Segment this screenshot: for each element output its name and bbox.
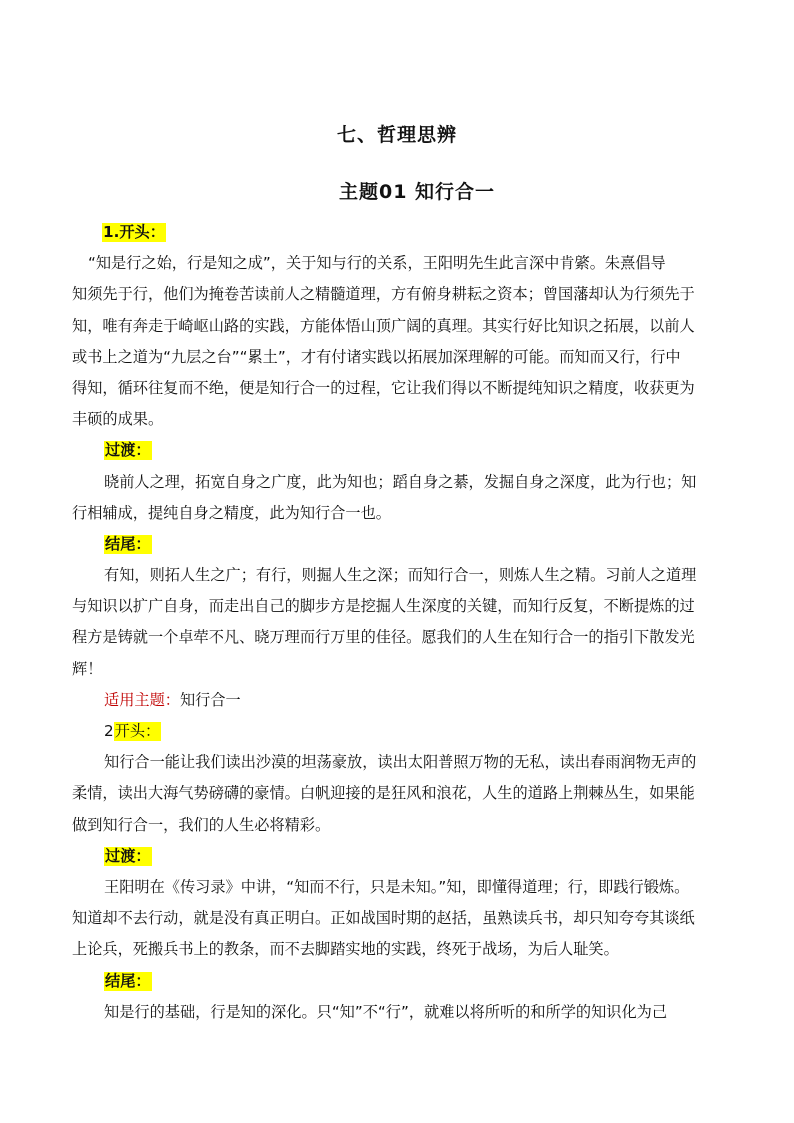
block2-end-label: 结尾： xyxy=(105,971,151,990)
paragraph-line: 晓前人之理，拓宽自身之广度，此为知也；蹈自身之綦，发掘自身之深度，此为行也；知 xyxy=(104,472,697,491)
paragraph-line: 与知识以扩广自身，而走出自己的脚步方是挖掘人生深度的关键，而知行反复，不断提炼的过 xyxy=(72,597,695,616)
paragraph-line: 知须先于行，他们为掩卷苦读前人之精髓道理，方有俯身耕耘之资本；曾国藩却认为行须先于 xyxy=(72,285,695,304)
theme-line xyxy=(104,685,724,716)
paragraph-line: 丰硕的成果。 xyxy=(72,410,164,429)
block1-open-label: 1.开头： xyxy=(103,223,165,241)
section-heading: 七、哲理思辨 xyxy=(336,124,457,146)
block1-end-label-line xyxy=(104,529,724,560)
paragraph-line: 知行合一能让我们读出沙漠的坦荡豪放，读出太阳普照万物的无私，读出春雨润物无声的 xyxy=(104,753,697,772)
block2-trans-label: 过渡： xyxy=(105,846,151,865)
theme-label: 适用主题： xyxy=(104,690,180,709)
paragraph-line: 或书上之道为“九层之台”“累土”，才有付诸实践以拓展加深理解的可能。而知而又行，行中 xyxy=(72,347,681,366)
block1-trans-label-line xyxy=(104,435,724,466)
paragraph-line: 柔情，读出大海气势磅礴的豪情。白帆迎接的是狂风和浪花，人生的道路上荆棘丛生，如果能 xyxy=(72,784,695,803)
topic-heading: 主题01 知行合一 xyxy=(338,181,496,203)
paragraph-line: 知道却不去行动，就是没有真正明白。正如战国时期的赵括，虽熟读兵书，却只知夸夸其谈纸 xyxy=(72,909,695,928)
paragraph-line: 王阳明在《传习录》中讲，“知而不行，只是未知。”知，即懂得道理；行，即践行锻炼。 xyxy=(104,877,690,896)
paragraph-line: 做到知行合一，我们的人生必将精彩。 xyxy=(72,815,331,834)
document-body xyxy=(72,217,724,1028)
paragraph-line: 行相辅成，提纯自身之精度，此为知行合一也。 xyxy=(72,503,391,522)
paragraph-line: 辉！ xyxy=(72,659,103,678)
paragraph-line: “知是行之始，行是知之成”，关于知与行的关系，王阳明先生此言深中肯綮。朱熹倡导 xyxy=(88,254,666,273)
block2-open-number: 2 xyxy=(104,722,114,740)
paragraph-line: 程方是铸就一个卓荦不凡、晓万理而行万里的佳径。愿我们的人生在知行合一的指引下散发光 xyxy=(72,628,695,647)
block1-open-label-line xyxy=(102,217,724,248)
theme-value: 知行合一 xyxy=(179,690,241,709)
block1-end-label: 结尾： xyxy=(105,534,151,553)
paragraph-line: 得知，循环往复而不绝，便是知行合一的过程，它让我们得以不断提纯知识之精度，收获更为 xyxy=(72,378,695,397)
block2-end-label-line xyxy=(104,966,724,997)
block2-open-label: 开头： xyxy=(114,722,161,740)
paragraph-line: 有知，则拓人生之广；有行，则掘人生之深；而知行合一，则炼人生之精。习前人之道理 xyxy=(104,566,697,585)
block2-trans-label-line xyxy=(104,841,724,872)
paragraph-line: 知是行的基础，行是知的深化。只“知”不“行”，就难以将所听的和所学的知识化为己 xyxy=(104,1002,668,1021)
paragraph-line: 知，唯有奔走于崎岖山路的实践，方能体悟山顶广阔的真理。其实行好比知识之拓展，以前人 xyxy=(72,316,695,335)
block1-trans-label: 过渡： xyxy=(105,441,151,460)
paragraph-line: 上论兵，死搬兵书上的教条，而不去脚踏实地的实践，终死于战场，为后人耻笑。 xyxy=(72,940,619,959)
block2-open-label-line xyxy=(104,716,724,747)
